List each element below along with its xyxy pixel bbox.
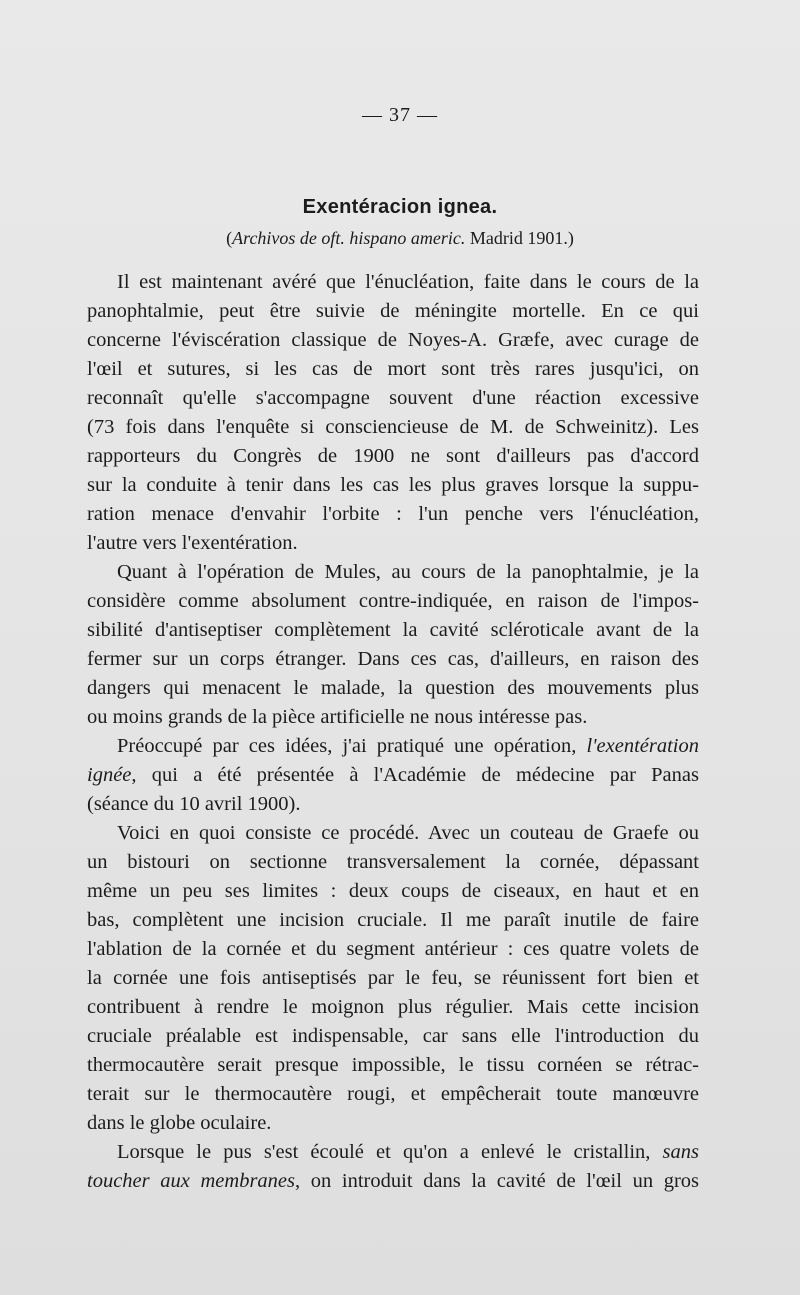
text-line: [87, 442, 699, 471]
text-line: [87, 326, 699, 355]
source-journal: Archivos de oft. hispano americ.: [232, 228, 466, 248]
text-segment: , qui a été présentée à l'Académie de médecine par Panas: [131, 764, 699, 786]
text-line: [87, 384, 699, 413]
text-segment: rapporteurs du Congrès de 1900 ne sont d'ailleurs pas d'accord: [87, 445, 699, 467]
text-line: [87, 1138, 699, 1167]
text-segment: la cornée une fois antiseptisés par le feu, se réunissent fort bien et: [87, 967, 699, 989]
text-line: [87, 732, 699, 761]
text-segment: reconnaît qu'elle s'accompagne souvent d'une réaction excessive: [87, 387, 699, 409]
italic-segment: sans: [662, 1141, 699, 1163]
text-segment: l'ablation de la cornée et du segment antérieur : ces quatre volets de: [87, 938, 699, 960]
text-segment: l'œil et sutures, si les cas de mort sont très rares jusqu'ici, on: [87, 358, 699, 380]
text-segment: Voici en quoi consiste ce procédé. Avec un couteau de Graefe ou: [117, 822, 699, 844]
text-segment: dangers qui menacent le malade, la question des mouvements plus: [87, 677, 699, 699]
text-segment: panophtalmie, peut être suivie de méningite mortelle. En ce qui: [87, 300, 699, 322]
text-line: [87, 471, 699, 500]
text-line: [87, 529, 699, 558]
text-segment: ration menace d'envahir l'orbite : l'un penche vers l'énucléation,: [87, 503, 699, 525]
text-line: [87, 1022, 699, 1051]
text-segment: Il est maintenant avéré que l'énucléation, faite dans le cours de la: [117, 271, 699, 293]
text-line: [87, 848, 699, 877]
text-segment: l'autre vers l'exentération.: [87, 532, 298, 554]
page-number: — 37 —: [362, 104, 438, 126]
text-line: [87, 355, 699, 384]
text-segment: sur la conduite à tenir dans les cas les plus graves lorsque la suppu-: [87, 474, 699, 496]
text-segment: Quant à l'opération de Mules, au cours de la panophtalmie, je la: [117, 561, 699, 583]
text-segment: un bistouri on sectionne transversalement la cornée, dépassant: [87, 851, 699, 873]
text-line: [87, 645, 699, 674]
text-segment: bas, complètent une incision cruciale. Il me paraît inutile de faire: [87, 909, 699, 931]
text-line: [87, 935, 699, 964]
text-segment: contribuent à rendre le moignon plus régulier. Mais cette incision: [87, 996, 699, 1018]
text-line: [87, 790, 699, 819]
text-segment: même un peu ses limites : deux coups de ciseaux, en haut et en: [87, 880, 699, 902]
text-line: [87, 413, 699, 442]
text-line: [87, 268, 699, 297]
text-line: [87, 993, 699, 1022]
text-line: [87, 297, 699, 326]
text-line: [87, 587, 699, 616]
text-line: [87, 1080, 699, 1109]
text-segment: (73 fois dans l'enquête si consciencieuse de M. de Schweinitz). Les: [87, 416, 699, 438]
text-segment: terait sur le thermocautère rougi, et empêcherait toute manœuvre: [87, 1083, 699, 1105]
text-segment: Préoccupé par ces idées, j'ai pratiqué une opération,: [117, 735, 587, 757]
text-segment: (séance du 10 avril 1900).: [87, 793, 301, 815]
body-text: [87, 268, 699, 1196]
italic-segment: l'exentération: [586, 735, 699, 757]
text-line: [87, 616, 699, 645]
text-segment: cruciale préalable est indispensable, car sans elle l'introduction du: [87, 1025, 699, 1047]
text-line: [87, 877, 699, 906]
text-segment: ou moins grands de la pièce artificielle ne nous intéresse pas.: [87, 706, 588, 728]
source-citation: [0, 228, 800, 249]
italic-segment: toucher aux membranes: [87, 1170, 296, 1192]
text-segment: thermocautère serait presque impossible, le tissu cornéen se rétrac-: [87, 1054, 699, 1076]
text-segment: concerne l'éviscération classique de Noyes-A. Græfe, avec curage de: [87, 329, 699, 351]
source-place-year: Madrid 1901.): [465, 228, 574, 248]
italic-segment: ignée: [87, 764, 132, 786]
text-line: [87, 1051, 699, 1080]
text-line: [87, 906, 699, 935]
source-open-paren: (: [226, 228, 233, 248]
text-segment: sibilité d'antiseptiser complètement la cavité scléroticale avant de la: [87, 619, 699, 641]
text-line: [87, 500, 699, 529]
text-line: [87, 558, 699, 587]
text-line: [87, 819, 699, 848]
text-segment: Lorsque le pus s'est écoulé et qu'on a enlevé le cristallin,: [117, 1141, 663, 1163]
section-title: Exentéracion ignea.: [302, 196, 498, 218]
text-segment: fermer sur un corps étranger. Dans ces cas, d'ailleurs, en raison des: [87, 648, 699, 670]
text-line: [87, 761, 699, 790]
text-segment: considère comme absolument contre-indiquée, en raison de l'impos-: [87, 590, 699, 612]
text-line: [87, 964, 699, 993]
text-line: [87, 674, 699, 703]
text-line: [87, 1109, 699, 1138]
text-line: [87, 1167, 699, 1196]
text-segment: dans le globe oculaire.: [87, 1112, 272, 1134]
text-line: [87, 703, 699, 732]
text-segment: , on introduit dans la cavité de l'œil un gros: [295, 1170, 700, 1192]
